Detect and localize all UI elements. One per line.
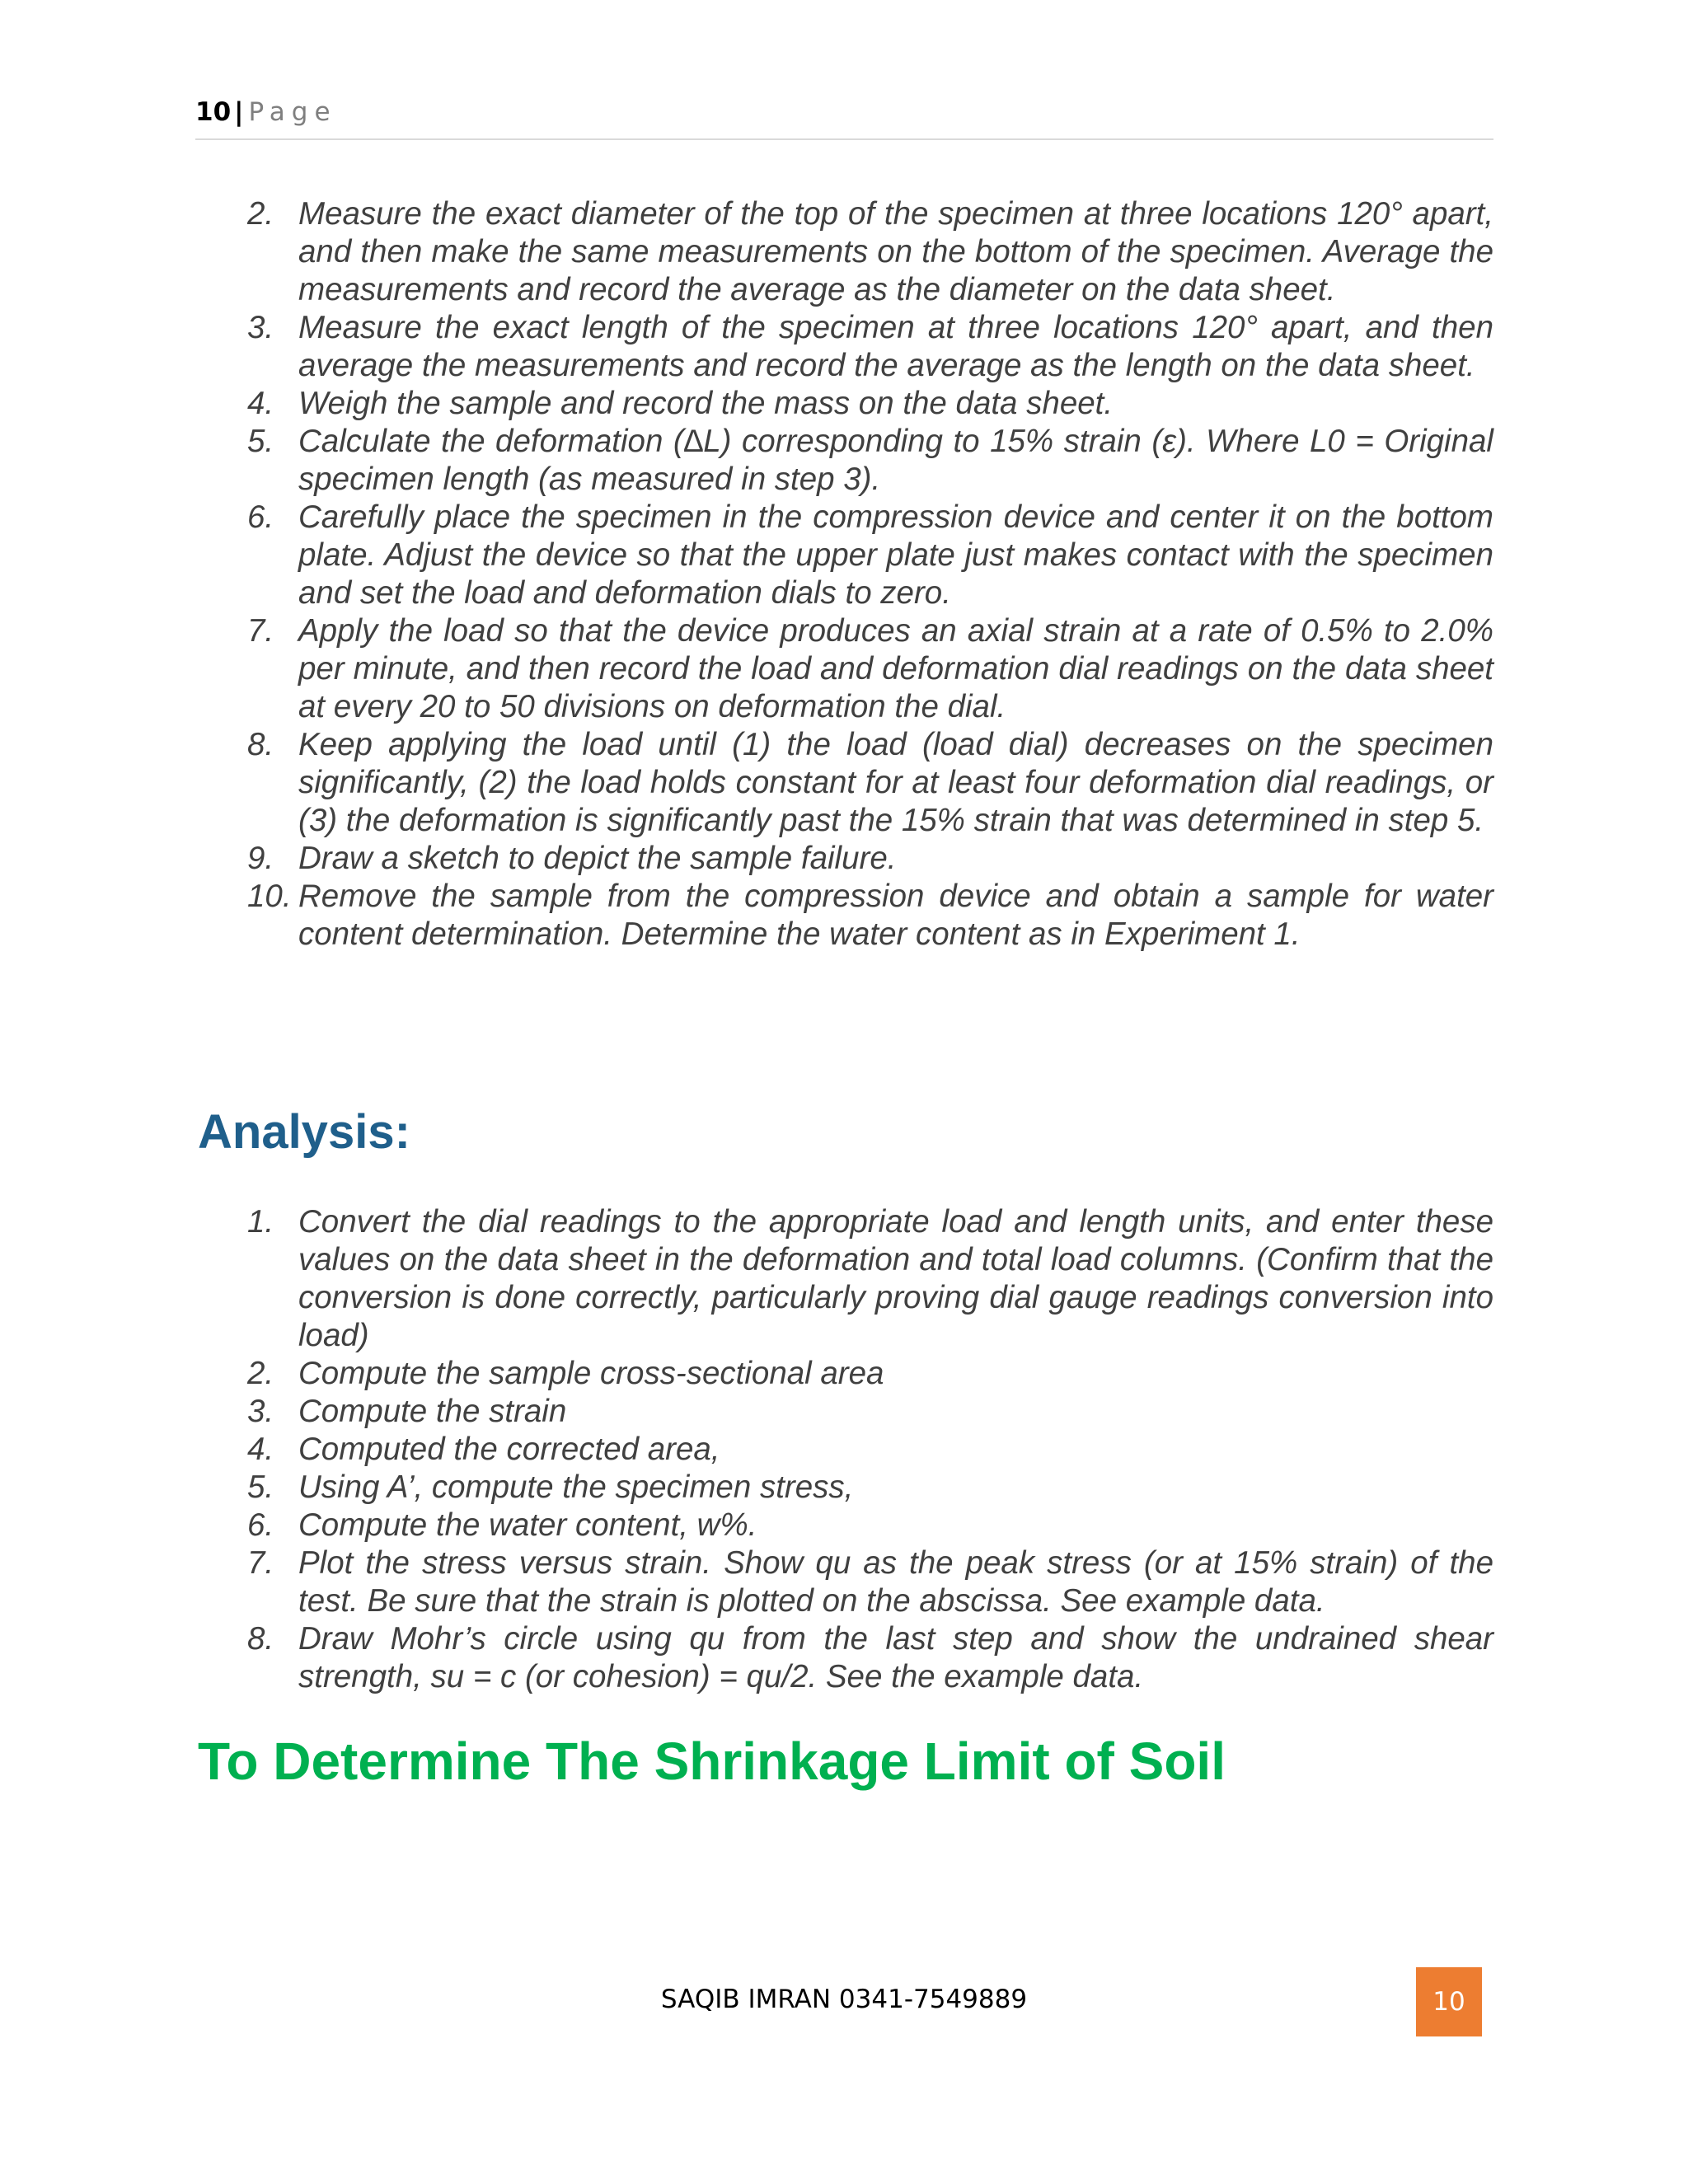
list-item [247,1355,1493,1393]
item-text: Remove the sample from the compression device and obtain a sample for water content determination. Determine the water content as in Experiment 1. [298,879,1493,952]
list-item [247,423,1493,499]
analysis-heading: Analysis: [198,1105,410,1159]
footer-page-number-box: 10 [1416,1967,1482,2036]
list-item [247,499,1493,612]
list-item [247,309,1493,385]
item-number: 8. [247,1621,274,1657]
item-text: Weigh the sample and record the mass on the data sheet. [298,386,1114,421]
procedure-steps-list [247,195,1493,954]
header-page-word: Page [248,97,337,127]
header-page-number: 10 [195,97,232,127]
item-text: Measure the exact length of the specimen at three locations 120° apart, and then average the measurements and record the average as the length on the data sheet. [298,310,1493,383]
page-header [195,97,1493,140]
item-number: 4. [247,386,274,421]
list-item [247,1203,1493,1355]
item-number: 9. [247,841,274,876]
item-number: 8. [247,727,274,762]
item-number: 1. [247,1204,274,1240]
list-item [247,195,1493,309]
item-number: 6. [247,1507,274,1543]
item-number: 7. [247,613,274,649]
item-text: Calculate the deformation (∆L) corresponding to 15% strain (ε). Where L0 = Original specimen length (as measured in step 3). [298,424,1493,497]
list-item [247,1431,1493,1469]
item-text: Convert the dial readings to the appropriate load and length units, and enter these values on the data sheet in the deformation and total load columns. (Confirm that the conversion is done correctly, particularly proving dial gauge readings conversion into load) [298,1204,1493,1353]
item-number: 5. [247,424,274,459]
item-text: Using A’, compute the specimen stress, [298,1469,854,1505]
item-text: Measure the exact diameter of the top of the specimen at three locations 120° apart, and then make the same measurements on the bottom of the specimen. Average the measurements and record the average as the diameter on the data sheet. [298,196,1493,307]
list-item [247,612,1493,726]
item-text: Draw a sketch to depict the sample failure. [298,841,897,876]
list-item [247,385,1493,423]
item-text: Keep applying the load until (1) the load (load dial) decreases on the specimen significantly, (2) the load holds constant for at least four deformation dial readings, or (3) the deformation is significantly past the 15% strain that was determined in step 5. [298,727,1493,838]
header-separator: | [234,97,244,127]
item-number: 10. [247,879,292,914]
list-item [247,1469,1493,1507]
list-item [247,1507,1493,1544]
item-number: 4. [247,1432,274,1467]
item-text: Compute the sample cross-sectional area [298,1356,884,1391]
item-number: 7. [247,1545,274,1581]
list-item [247,1620,1493,1696]
item-text: Computed the corrected area, [298,1432,720,1467]
list-item [247,726,1493,840]
footer-author: SAQIB IMRAN 0341-7549889 [660,1985,1028,2014]
item-text: Compute the water content, w%. [298,1507,757,1543]
list-item [247,840,1493,878]
list-item [247,1393,1493,1431]
list-item [247,878,1493,954]
shrinkage-limit-heading: To Determine The Shrinkage Limit of Soil [198,1732,1226,1791]
item-text: Compute the strain [298,1394,567,1429]
item-text: Plot the stress versus strain. Show qu as the peak stress (or at 15% strain) of the test. Be sure that the strain is plotted on the abscissa. See example data. [298,1545,1493,1619]
item-number: 6. [247,499,274,535]
analysis-steps-list [247,1203,1493,1696]
item-number: 2. [247,1356,274,1391]
item-text: Carefully place the specimen in the compression device and center it on the bottom plate. Adjust the device so that the upper plate just makes contact with the specimen and set the load and deformation dials to zero. [298,499,1493,611]
list-item [247,1544,1493,1620]
item-text: Apply the load so that the device produces an axial strain at a rate of 0.5% to 2.0% per minute, and then record the load and deformation dial readings on the data sheet at every 20 to 50 divisions on deformation the dial. [298,613,1493,724]
item-number: 3. [247,1394,274,1429]
item-number: 3. [247,310,274,345]
item-number: 2. [247,196,274,232]
item-text: Draw Mohr’s circle using qu from the last step and show the undrained shear strength, su = c (or cohesion) = qu/2. See the example data. [298,1621,1493,1694]
item-number: 5. [247,1469,274,1505]
